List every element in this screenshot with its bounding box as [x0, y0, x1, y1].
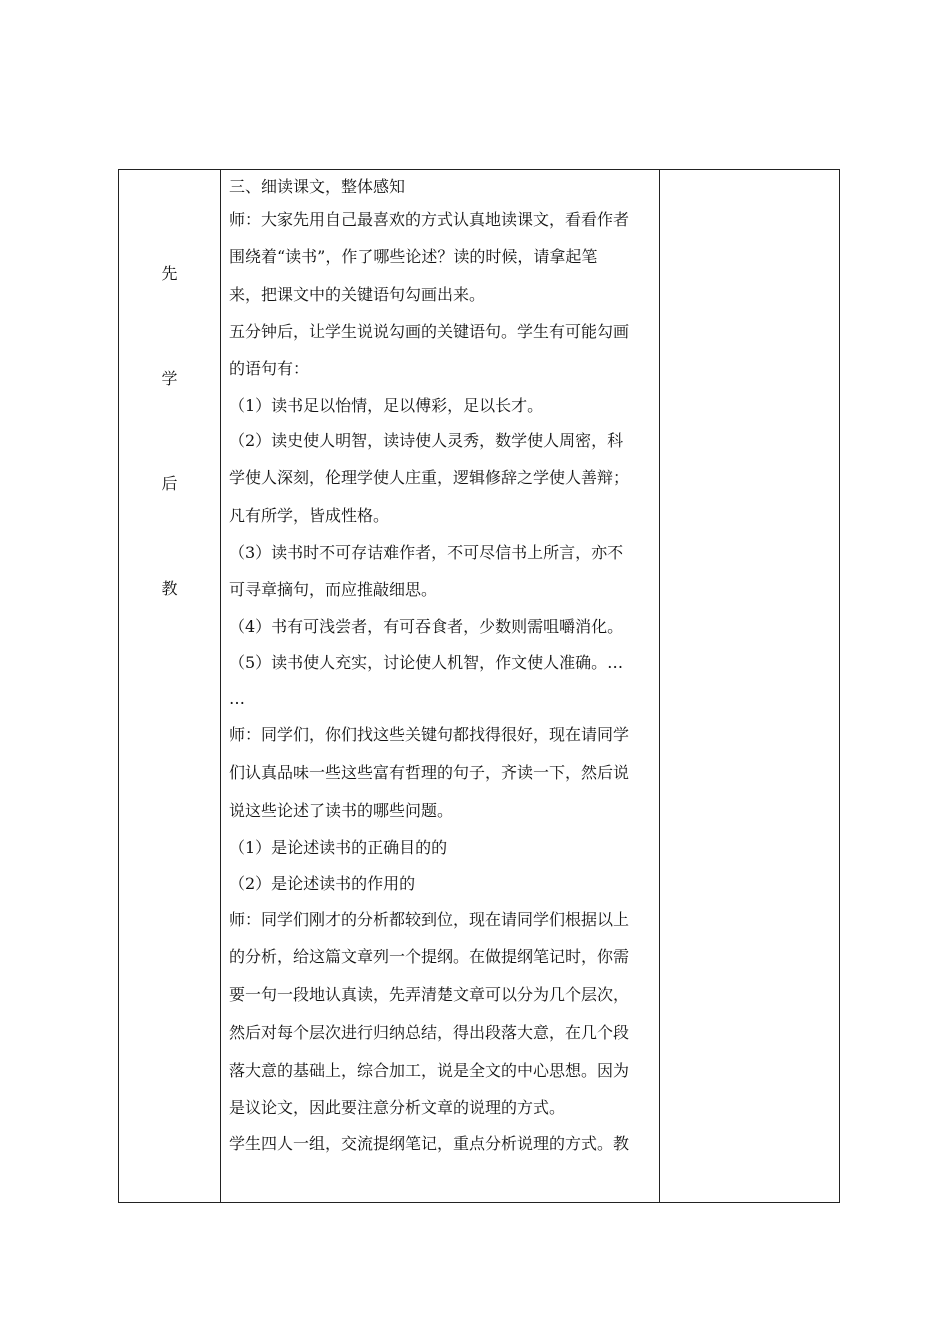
left-char: 教 — [161, 579, 178, 598]
text-line: 们认真品味一些这些富有哲理的句子，齐读一下，然后说 — [229, 763, 630, 783]
left-char: 学 — [161, 369, 178, 388]
text-line: （3）读书时不可存诘难作者，不可尽信书上所言，亦不 — [229, 543, 624, 563]
left-char: 先 — [161, 264, 178, 283]
column-divider-1 — [220, 170, 221, 1202]
text-line: （1）是论述读书的正确目的的 — [229, 838, 448, 858]
lesson-content — [229, 172, 659, 1161]
text-line: （2）读史使人明智，读诗使人灵秀，数学使人周密，科 — [229, 431, 624, 451]
text-line: 师：同学们，你们找这些关键句都找得很好，现在请同学 — [229, 725, 630, 745]
text-line: 是议论文，因此要注意分析文章的说理的方式。 — [229, 1097, 566, 1117]
text-line: （4）书有可浅尝者，有可吞食者，少数则需咀嚼消化。 — [229, 616, 624, 636]
text-line: （5）读书使人充实，讨论使人机智，作文使人准确。… — [229, 652, 624, 672]
text-line: 的分析，给这篇文章列一个提纲。在做提纲笔记时，你需 — [229, 946, 630, 966]
text-line: 然后对每个层次进行归纳总结，得出段落大意，在几个段 — [229, 1022, 630, 1042]
lesson-table — [118, 169, 840, 1203]
text-line: 学使人深刻，伦理学使人庄重，逻辑修辞之学使人善辩； — [229, 468, 630, 488]
column-divider-2 — [659, 170, 660, 1202]
text-line: … — [229, 688, 245, 708]
text-line: 师：同学们刚才的分析都较到位，现在请同学们根据以上 — [229, 909, 630, 929]
text-line: 凡有所学，皆成性格。 — [229, 506, 390, 526]
text-line: （1）读书足以怡情，足以傅彩，足以长才。 — [229, 395, 544, 415]
text-line: 来，把课文中的关键语句勾画出来。 — [229, 284, 486, 304]
text-line: 要一句一段地认真读，先弄清楚文章可以分为几个层次， — [229, 984, 630, 1004]
left-column — [119, 170, 220, 1202]
text-line: 的语句有： — [229, 358, 310, 378]
text-line: 落大意的基础上，综合加工，说是全文的中心思想。因为 — [229, 1060, 630, 1080]
text-line: 学生四人一组，交流提纲笔记，重点分析说理的方式。教 — [229, 1133, 630, 1153]
text-line: 三、细读课文，整体感知 — [229, 177, 406, 196]
text-line: 围绕着“读书”，作了哪些论述？读的时候，请拿起笔 — [229, 246, 598, 266]
text-line: 可寻章摘句，而应推敲细思。 — [229, 579, 438, 599]
text-line: （2）是论述读书的作用的 — [229, 874, 416, 894]
text-line: 师：大家先用自己最喜欢的方式认真地读课文，看看作者 — [229, 210, 630, 229]
left-char: 后 — [161, 474, 178, 493]
text-line: 说这些论述了读书的哪些问题。 — [229, 801, 454, 821]
text-line: 五分钟后，让学生说说勾画的关键语句。学生有可能勾画 — [229, 321, 630, 341]
